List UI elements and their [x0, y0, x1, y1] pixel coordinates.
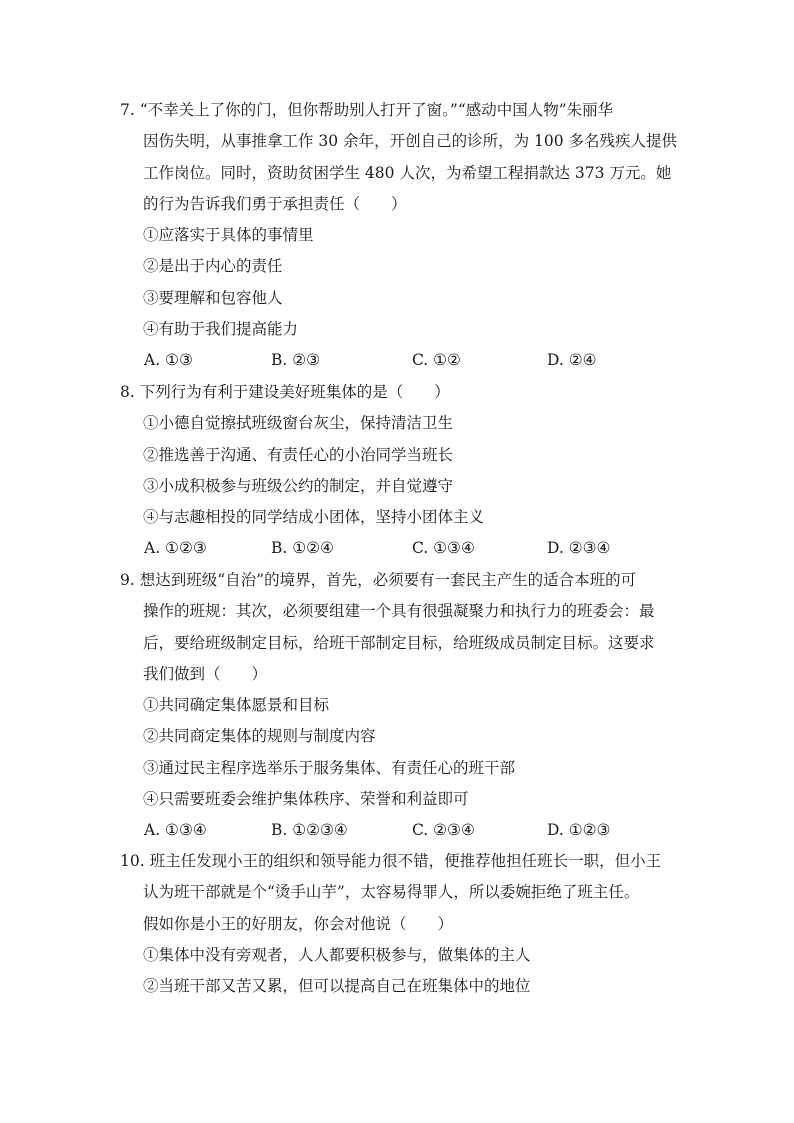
choice-b: B. ①②③④	[271, 821, 348, 840]
choice-d: D. ②③④	[547, 539, 611, 558]
choice-b: B. ②③	[271, 351, 321, 370]
question-10	[120, 846, 680, 1002]
option-statement: ①共同确定集体愿景和目标	[143, 696, 330, 715]
question-stem-line: 工作岗位。同时，资助贫困学生 480 人次，为希望工程捐款达 373 万元。她	[143, 163, 672, 182]
choice-a: A. ①③	[144, 351, 193, 370]
option-statement: ①应落实于具体的事情里	[143, 226, 314, 245]
question-stem-line: 后，要给班级制定目标，给班干部制定目标，给班级成员制定目标。这要求	[143, 633, 655, 652]
choice-c: C. ①②	[412, 351, 461, 370]
answer-choices	[120, 345, 680, 376]
question-stem-line: 10. 班主任发现小王的组织和领导能力很不错，便推荐他担任班长一职，但小王	[120, 852, 662, 870]
choice-a: A. ①②③	[144, 539, 207, 558]
question-stem-line: 因伤失明，从事推拿工作 30 余年，开创自己的诊所，为 100 多名残疾人提供	[143, 132, 678, 151]
option-statement: ②是出于内心的责任	[143, 257, 283, 276]
question-stem-line: 我们做到（ ）	[143, 664, 268, 683]
option-statement: ②推选善于沟通、有责任心的小治同学当班长	[143, 445, 454, 464]
option-statement: ③小成积极参与班级公约的制定，并自觉遵守	[143, 476, 454, 495]
option-statement: ②共同商定集体的规则与制度内容	[143, 727, 376, 746]
question-8	[120, 377, 680, 565]
answer-choices	[120, 533, 680, 564]
choice-c: C. ②③④	[412, 821, 475, 840]
option-statement: ④有助于我们提高能力	[143, 320, 299, 339]
option-statement: ②当班干部又苦又累，但可以提高自己在班集体中的地位	[143, 977, 531, 996]
question-9	[120, 565, 680, 847]
question-stem-line: 9. 想达到班级“自治”的境界，首先，必须要有一套民主产生的适合本班的可	[120, 571, 637, 589]
option-statement: ①小德自觉擦拭班级窗台灰尘，保持清洁卫生	[143, 414, 454, 433]
question-stem-line: 8. 下列行为有利于建设美好班集体的是（ ）	[120, 383, 450, 401]
question-stem-line: 的行为告诉我们勇于承担责任（ ）	[143, 194, 407, 213]
answer-choices	[120, 815, 680, 846]
choice-d: D. ①②③	[547, 821, 611, 840]
question-stem-line: 认为班干部就是个“烫手山芋”，太容易得罪人，所以委婉拒绝了班主任。	[143, 883, 640, 902]
question-7	[120, 95, 680, 377]
question-stem-line: 7. “不幸关上了你的门，但你帮助别人打开了窗。”“感动中国人物”朱丽华	[120, 101, 614, 119]
choice-a: A. ①③④	[144, 821, 207, 840]
option-statement: ③通过民主程序选举乐于服务集体、有责任心的班干部	[143, 758, 516, 777]
option-statement: ④与志趣相投的同学结成小团体，坚持小团体主义	[143, 508, 485, 527]
question-stem-line: 操作的班规：其次，必须要组建一个具有很强凝聚力和执行力的班委会：最	[143, 602, 655, 621]
option-statement: ④只需要班委会维护集体秩序、荣誉和利益即可	[143, 790, 469, 809]
option-statement: ①集体中没有旁观者，人人都要积极参与，做集体的主人	[143, 945, 531, 964]
choice-c: C. ①③④	[412, 539, 475, 558]
question-stem-line: 假如你是小王的好朋友，你会对他说（ ）	[143, 914, 454, 933]
option-statement: ③要理解和包容他人	[143, 288, 283, 307]
choice-d: D. ②④	[547, 351, 597, 370]
choice-b: B. ①②④	[271, 539, 334, 558]
